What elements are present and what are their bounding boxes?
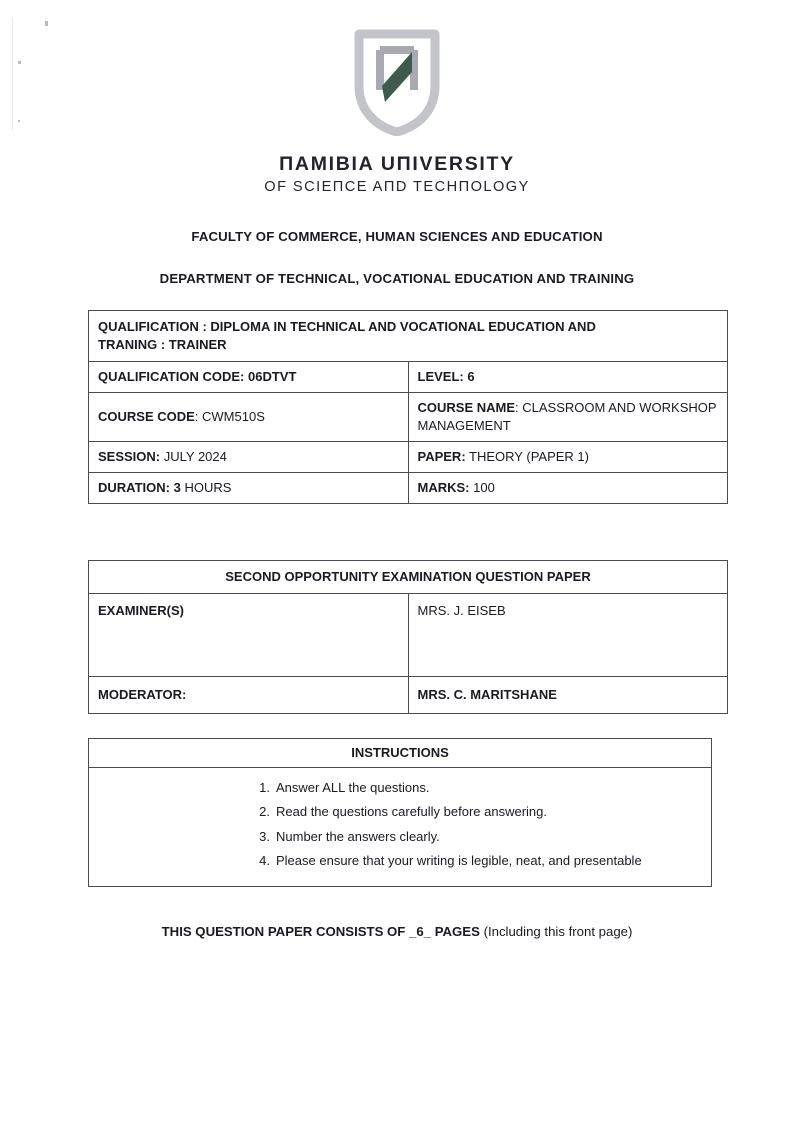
instruction-text: Number the answers clearly.: [276, 828, 440, 844]
instruction-text: Answer ALL the questions.: [276, 780, 430, 795]
qualification-code-value: 06DTVT: [247, 368, 297, 384]
qualification-line-1: QUALIFICATION : DIPLOMA IN TECHNICAL AND VOCATIONAL EDUCATION AND: [98, 319, 596, 334]
paper-cell: [408, 441, 728, 472]
examiner-label: EXAMINER(S): [89, 594, 409, 677]
qualification-cell: [89, 311, 728, 362]
instruction-number: 2.: [259, 804, 270, 820]
qualification-table: [88, 310, 728, 504]
duration-value: HOURS: [184, 479, 232, 495]
table-row: [89, 768, 712, 887]
university-logo: [0, 28, 794, 141]
table-row: [89, 594, 728, 677]
green-band: [382, 52, 412, 102]
list-item: [250, 800, 702, 824]
list-item: [250, 825, 702, 849]
qualification-code-cell: [89, 361, 409, 392]
course-code-label: COURSE CODE: [98, 408, 195, 424]
session-cell: [89, 441, 409, 472]
paper-value: THEORY (PAPER 1): [469, 448, 589, 464]
session-label: SESSION:: [98, 448, 161, 464]
level-label: LEVEL:: [417, 368, 464, 384]
duration-value-bold: 3: [173, 479, 181, 495]
table-row: [89, 739, 712, 768]
instructions-title: INSTRUCTIONS: [89, 739, 712, 768]
duration-label: DURATION:: [98, 479, 170, 495]
faculty-heading: FACULTY OF COMMERCE, HUMAN SCIENCES AND EDUCATION: [191, 229, 603, 244]
instruction-text: Please ensure that your writing is legible, neat, and presentable: [276, 853, 642, 869]
table-row: [89, 472, 728, 503]
department-heading: DEPARTMENT OF TECHNICAL, VOCATIONAL EDUCATION AND TRAINING: [159, 271, 635, 286]
table-row: [89, 677, 728, 714]
instruction-number: 4.: [259, 853, 270, 869]
table-row: [89, 392, 728, 441]
instruction-list: [98, 776, 702, 874]
page-count-footer: [0, 924, 794, 939]
qualification-line-2: TRANING : TRAINER: [98, 336, 227, 352]
session-value: JULY 2024: [163, 448, 227, 464]
university-wordmark: [0, 152, 794, 197]
table-row: [89, 441, 728, 472]
instructions-body: [89, 768, 712, 887]
nust-shield-logo: [349, 28, 445, 136]
level-value: 6: [467, 368, 475, 384]
heading-block: [0, 229, 794, 286]
examiner-table: [88, 560, 728, 714]
course-name-label: COURSE NAME: [417, 399, 516, 415]
page-count-strong: THIS QUESTION PAPER CONSISTS OF _6_ PAGES: [161, 924, 480, 939]
marks-cell: [408, 472, 728, 503]
examiner-value: MRS. J. EISEB: [408, 594, 728, 677]
course-name-cell: [408, 392, 728, 441]
moderator-value: MRS. C. MARITSHANE: [408, 677, 728, 714]
instruction-number: 3.: [259, 828, 270, 844]
instruction-text: Read the questions carefully before answering.: [276, 804, 547, 820]
list-item: [250, 776, 702, 800]
marks-label: MARKS:: [417, 479, 470, 495]
instructions-table: [88, 738, 712, 887]
exam-paper-title: SECOND OPPORTUNITY EXAMINATION QUESTION PAPER: [89, 561, 728, 594]
marks-value: 100: [473, 479, 495, 495]
qualification-code-label: QUALIFICATION CODE:: [98, 368, 245, 384]
paper-label: PAPER:: [417, 448, 466, 464]
course-name-value: : CLASSROOM AND WORKSHOP MANAGEMENT: [417, 399, 717, 433]
course-code-value: : CWM510S: [194, 408, 265, 424]
wordmark-secondary: OF SCIEΠCE AΠD TECHΠOLOGY: [264, 179, 530, 196]
table-row: [89, 561, 728, 594]
course-code-cell: [89, 392, 409, 441]
duration-cell: [89, 472, 409, 503]
list-item: [250, 849, 702, 873]
instruction-number: 1.: [259, 780, 270, 795]
page-count-regular: (Including this front page): [483, 924, 633, 939]
scan-speck-artifact: [45, 21, 48, 26]
moderator-label: MODERATOR:: [89, 677, 409, 714]
wordmark-primary: ΠAMIBIA UΠIVERSITY: [279, 153, 515, 175]
table-row: [89, 361, 728, 392]
level-cell: [408, 361, 728, 392]
table-row: [89, 311, 728, 362]
